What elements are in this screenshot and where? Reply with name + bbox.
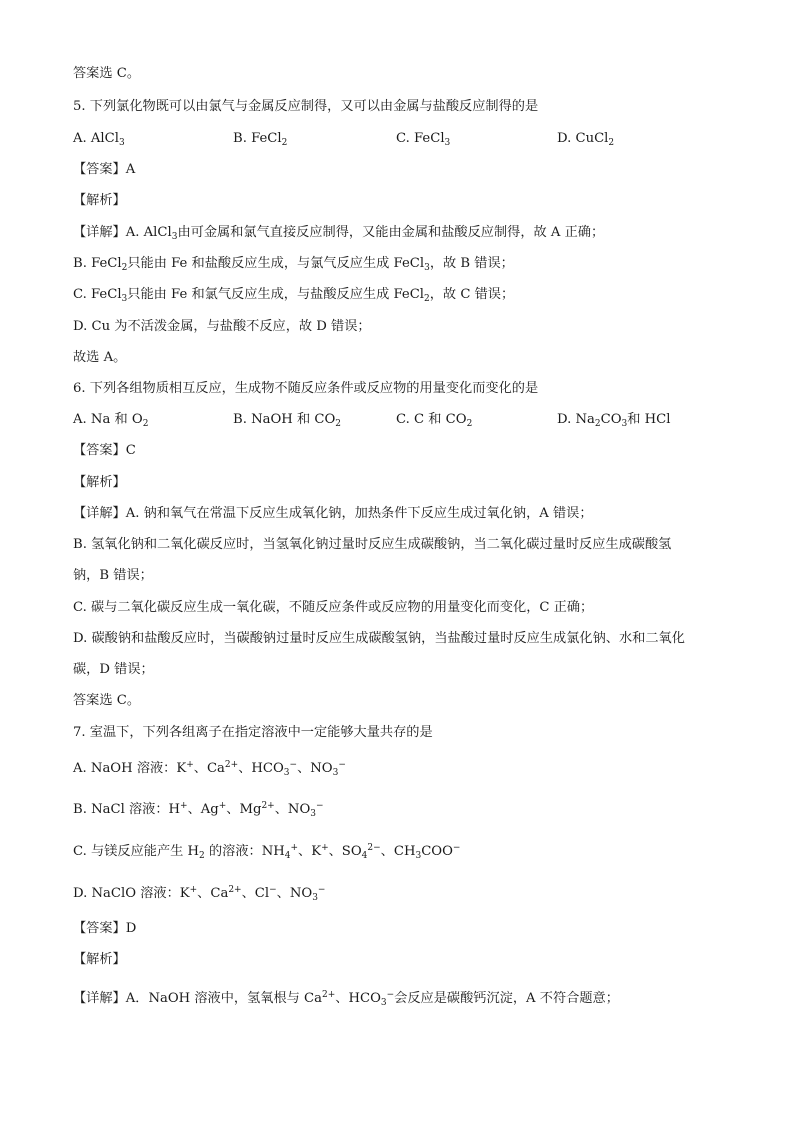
question-5-detail-2: B. FeCl$_2$只能由 Fe 和盐酸反应生成，与氯气反应生成 FeCl$_3$，故 B 错误；	[73, 256, 514, 273]
question-5-answer: 【答案】A	[73, 162, 136, 177]
question-7-analysis-label: 【解析】	[73, 952, 126, 967]
question-6-detail-2: B. 氢氧化钠和二氧化碳反应时，当氢氧化钠过量时反应生成碳酸钠，当二氧化碳过量时反应生成碳酸氢	[73, 537, 672, 552]
question-6-detail-4-cont: 碳，D 错误；	[73, 662, 154, 677]
question-5-option-c: C. FeCl$_3$	[396, 131, 451, 148]
question-6-stem: 6. 下列各组物质相互反应，生成物不随反应条件或反应物的用量变化而变化的是	[73, 381, 539, 396]
question-5-detail-4: D. Cu 为不活泼金属，与盐酸不反应，故 D 错误；	[73, 319, 371, 334]
question-5-conclusion: 故选 A。	[73, 350, 127, 365]
question-6-detail-2-cont: 钠，B 错误；	[73, 568, 153, 583]
question-5-detail-3: C. FeCl$_3$只能由 Fe 和氯气反应生成，与盐酸反应生成 FeCl$_2$，故 C 错误；	[73, 287, 515, 304]
question-7-answer: 【答案】D	[73, 921, 137, 936]
question-7-option-b: B. NaCl 溶液：H+、Ag+、$Mg^{2+}$、$NO_3^-$	[73, 801, 324, 819]
question-6-answer: 【答案】C	[73, 443, 136, 458]
question-7-detail-1: 【详解】A．NaOH 溶液中，氢氧根与 $Ca^{2+}$、$HCO_3^-$会反应是碳酸钙沉淀，A 不符合题意；	[73, 990, 619, 1008]
question-6-conclusion: 答案选 C。	[73, 693, 141, 708]
question-6-analysis-label: 【解析】	[73, 475, 126, 490]
question-5-analysis-label: 【解析】	[73, 193, 126, 208]
question-5-option-a: A. AlCl$_3$	[73, 131, 125, 148]
question-6-option-a: A. Na 和 $O_2$	[73, 412, 149, 429]
question-5-stem: 5. 下列氯化物既可以由氯气与金属反应制得，又可以由金属与盐酸反应制得的是	[73, 99, 539, 114]
question-7-option-a: A. NaOH 溶液：K+、$Ca^{2+}$、$HCO_3^-$、$NO_3^-$	[73, 760, 346, 778]
question-6-detail-4: D. 碳酸钠和盐酸反应时，当碳酸钠过量时反应生成碳酸氢钠，当盐酸过量时反应生成氯化钠、水和二氧化	[73, 631, 685, 646]
question-5-option-b: B. FeCl$_2$	[233, 131, 288, 148]
question-6-option-d: D. $Na_2CO_3$和 HCl	[557, 412, 671, 429]
question-5-detail-1: 【详解】A. AlCl$_3$由可金属和氯气直接反应制得，又能由金属和盐酸反应制得，故 A 正确；	[73, 225, 605, 242]
intro-answer-line: 答案选 C。	[73, 66, 141, 81]
question-5-option-d: D. CuCl$_2$	[557, 131, 615, 148]
question-7-option-d: D. NaClO 溶液：K+、$Ca^{2+}$、Cl−、$NO_3^-$	[73, 885, 326, 903]
question-6-detail-1: 【详解】A. 钠和氧气在常温下反应生成氧化钠，加热条件下反应生成过氧化钠，A 错误；	[73, 506, 593, 521]
question-6-option-b: B. NaOH 和 $CO_2$	[233, 412, 341, 429]
question-6-option-c: C. C 和 $CO_2$	[396, 412, 473, 429]
question-7-option-c: C. 与镁反应能产生 $H_2$ 的溶液：$NH_4^+$、K+、$SO_4^{2-}$、$CH_3COO^-$	[73, 843, 461, 861]
question-6-detail-3: C. 碳与二氧化碳反应生成一氧化碳，不随反应条件或反应物的用量变化而变化，C 正确；	[73, 600, 594, 615]
question-7-stem: 7. 室温下，下列各组离子在指定溶液中一定能够大量共存的是	[73, 725, 433, 740]
